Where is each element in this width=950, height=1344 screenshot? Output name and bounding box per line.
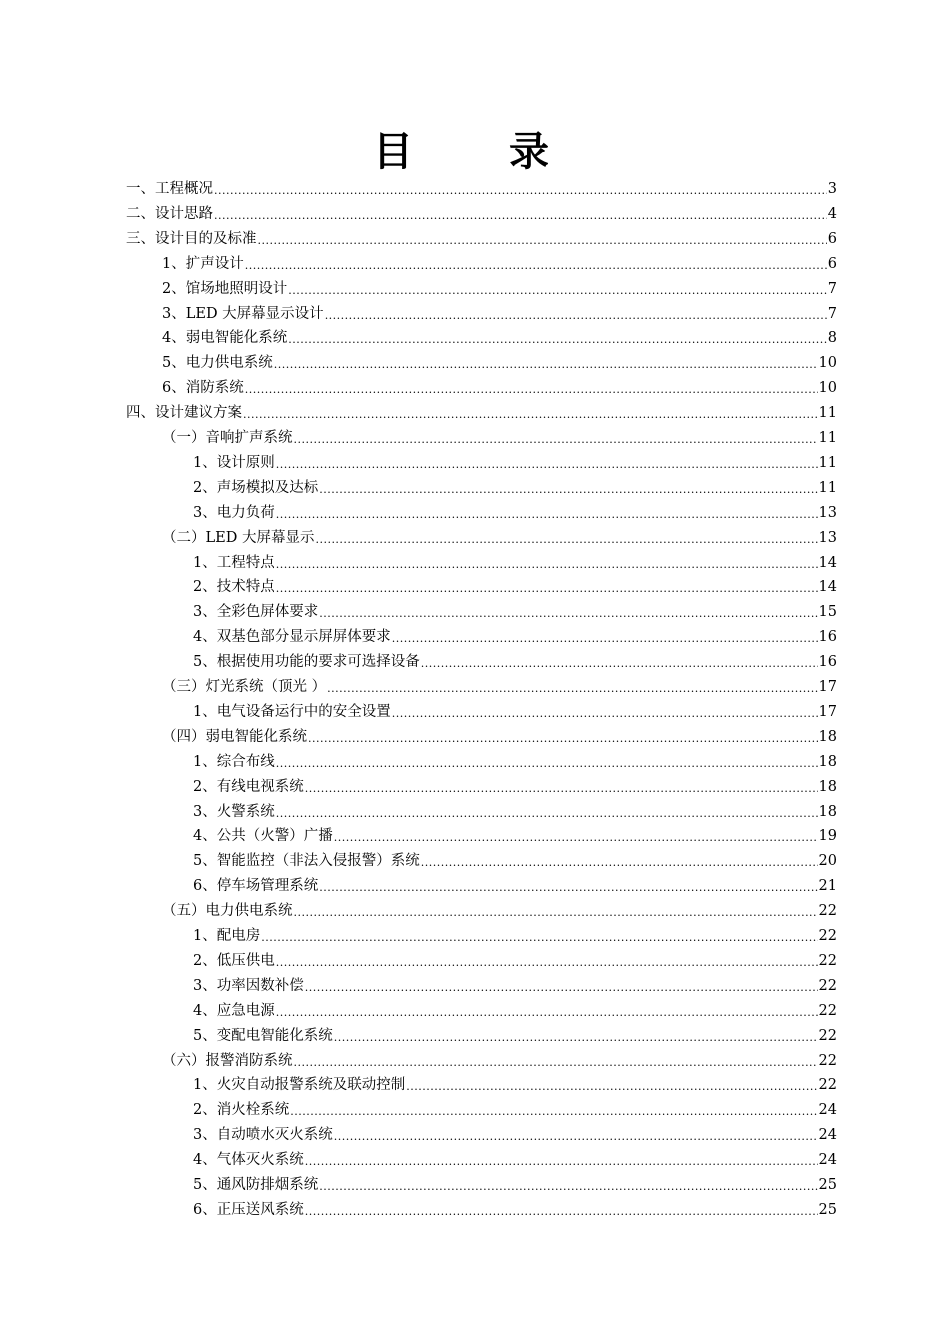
toc-entry[interactable] [193, 874, 837, 899]
toc-dot-leader [276, 551, 818, 576]
toc-entry-label: 6、消防系统 [162, 380, 244, 397]
toc-entry-label: （三）灯光系统（顶光 ） [162, 679, 327, 695]
toc-dot-leader [327, 675, 817, 700]
toc-entry[interactable] [193, 451, 837, 476]
toc-entry-label: （四）弱电智能化系统 [162, 728, 307, 745]
toc-entry-page-number: 7 [827, 305, 837, 322]
toc-dot-leader [334, 824, 818, 849]
toc-entry-page-number: 6 [827, 230, 837, 247]
toc-dot-leader [294, 899, 818, 924]
toc-entry-label: 5、智能监控（非法入侵报警）系统 [193, 853, 420, 870]
toc-dot-leader [276, 575, 818, 600]
toc-entry[interactable] [126, 401, 837, 426]
toc-entry-label: 四、设计建议方案 [126, 405, 242, 422]
toc-entry-page-number: 10 [818, 380, 837, 397]
toc-entry[interactable] [193, 1198, 837, 1223]
toc-entry[interactable] [193, 650, 837, 675]
toc-entry[interactable] [193, 700, 837, 725]
toc-dot-leader [294, 1049, 818, 1074]
toc-entry-page-number: 25 [818, 1177, 837, 1193]
toc-entry-page-number: 17 [818, 703, 837, 720]
toc-entry[interactable] [193, 501, 837, 526]
toc-entry-label: 一、工程概况 [126, 181, 213, 197]
toc-entry[interactable] [162, 1049, 837, 1074]
toc-entry-page-number: 14 [818, 554, 837, 571]
toc-entry[interactable] [193, 1024, 837, 1049]
toc-entry[interactable] [193, 1098, 837, 1123]
toc-entry-label: 5、通风防排烟系统 [193, 1177, 319, 1193]
toc-entry-label: 1、综合布线 [193, 753, 275, 770]
toc-entry[interactable] [162, 899, 837, 924]
toc-dot-leader [276, 999, 818, 1024]
toc-entry-page-number: 11 [818, 454, 837, 471]
toc-entry[interactable] [193, 974, 837, 999]
toc-entry-page-number: 18 [818, 753, 837, 770]
toc-entry-page-number: 24 [818, 1102, 837, 1119]
toc-dot-leader [319, 1173, 817, 1198]
toc-entry-label: 1、设计原则 [193, 454, 275, 471]
toc-entry-label: 3、电力负荷 [193, 504, 275, 521]
toc-entry-page-number: 20 [818, 853, 837, 870]
toc-dot-leader [288, 277, 827, 302]
page-title: 目 录 [373, 129, 577, 175]
toc-entry-page-number: 22 [818, 1052, 837, 1069]
toc-dot-leader [319, 476, 817, 501]
toc-entry[interactable] [162, 426, 837, 451]
toc-entry-page-number: 3 [827, 181, 837, 197]
toc-entry[interactable] [193, 750, 837, 775]
toc-entry-page-number: 13 [818, 504, 837, 521]
toc-entry[interactable] [193, 1173, 837, 1198]
toc-entry-label: 2、声场模拟及达标 [193, 479, 319, 496]
toc-entry-page-number: 22 [818, 952, 837, 969]
toc-dot-leader [319, 600, 817, 625]
toc-entry-label: （六）报警消防系统 [162, 1052, 293, 1069]
toc-entry[interactable] [193, 1073, 837, 1098]
toc-entry[interactable] [193, 924, 837, 949]
toc-entry-page-number: 11 [818, 479, 837, 496]
toc-dot-leader [305, 1198, 818, 1223]
toc-dot-leader [214, 177, 827, 202]
toc-dot-leader [276, 451, 818, 476]
toc-entry-label: 4、双基色部分显示屏屏体要求 [193, 629, 391, 646]
toc-entry-label: 2、低压供电 [193, 952, 275, 969]
toc-dot-leader [276, 750, 818, 775]
toc-entry[interactable] [193, 949, 837, 974]
toc-entry-page-number: 22 [818, 977, 837, 994]
toc-entry-page-number: 4 [827, 205, 837, 222]
toc-dot-leader [305, 1148, 818, 1173]
toc-dot-leader [319, 874, 817, 899]
toc-dot-leader [294, 426, 818, 451]
toc-entry-label: 2、有线电视系统 [193, 778, 304, 795]
toc-dot-leader [276, 501, 818, 526]
toc-entry[interactable] [162, 675, 837, 700]
toc-dot-leader [305, 775, 818, 800]
toc-entry-label: 5、根据使用功能的要求可选择设备 [193, 654, 420, 671]
toc-dot-leader [305, 974, 818, 999]
toc-entry-label: （一）音响扩声系统 [162, 430, 293, 446]
toc-dot-leader [421, 650, 818, 675]
toc-entry[interactable] [162, 302, 837, 327]
toc-entry-page-number: 22 [818, 928, 837, 944]
toc-dot-leader [276, 800, 818, 825]
toc-entry-label: 2、技术特点 [193, 579, 275, 596]
toc-entry[interactable] [193, 999, 837, 1024]
toc-entry-page-number: 22 [818, 1027, 837, 1044]
toc-entry-page-number: 11 [818, 405, 837, 422]
toc-entry[interactable] [126, 202, 837, 227]
toc-dot-leader [274, 351, 818, 376]
toc-entry[interactable] [162, 252, 837, 277]
toc-entry-label: 1、火灾自动报警系统及联动控制 [193, 1077, 406, 1094]
toc-entry-label: 4、弱电智能化系统 [162, 330, 288, 347]
toc-dot-leader [421, 849, 818, 874]
toc-entry[interactable] [193, 551, 837, 576]
toc-entry-label: 2、馆场地照明设计 [162, 280, 288, 297]
toc-entry-page-number: 6 [827, 255, 837, 272]
toc-entry-page-number: 24 [818, 1152, 837, 1169]
toc-dot-leader [325, 302, 827, 327]
toc-entry-page-number: 10 [818, 355, 837, 372]
toc-entry[interactable] [193, 575, 837, 600]
toc-entry[interactable] [193, 800, 837, 825]
toc-dot-leader [290, 1098, 817, 1123]
toc-dot-leader [261, 924, 817, 949]
toc-entry[interactable] [162, 326, 837, 351]
toc-entry-label: 3、功率因数补偿 [193, 977, 304, 994]
toc-entry-label: 6、停车场管理系统 [193, 878, 319, 895]
toc-entry-page-number: 22 [818, 1002, 837, 1019]
toc-dot-leader [392, 625, 818, 650]
toc-entry-page-number: 15 [818, 604, 837, 621]
toc-entry[interactable] [126, 227, 837, 252]
toc-entry-page-number: 18 [818, 778, 837, 795]
toc-entry-page-number: 19 [818, 828, 837, 845]
toc-entry[interactable] [162, 526, 837, 551]
toc-dot-leader [392, 700, 818, 725]
toc-dot-leader [276, 949, 818, 974]
toc-entry-label: 4、公共（火警）广播 [193, 828, 333, 845]
toc-entry-page-number: 16 [818, 654, 837, 671]
toc-entry-page-number: 24 [818, 1127, 837, 1144]
toc-entry[interactable] [193, 849, 837, 874]
toc-entry-label: 二、设计思路 [126, 205, 213, 222]
toc-entry-label: 1、扩声设计 [162, 255, 244, 272]
toc-entry-page-number: 18 [818, 728, 837, 745]
toc-entry-label: 三、设计目的及标准 [126, 230, 257, 247]
toc-dot-leader [258, 227, 827, 252]
toc-entry[interactable] [193, 1148, 837, 1173]
toc-entry-page-number: 13 [818, 529, 837, 546]
toc-entry-label: 2、消火栓系统 [193, 1102, 290, 1119]
toc-entry-label: 1、电气设备运行中的安全设置 [193, 703, 391, 720]
toc-entry[interactable] [193, 1123, 837, 1148]
toc-dot-leader [406, 1073, 817, 1098]
toc-entry-label: （五）电力供电系统 [162, 903, 293, 920]
toc-entry[interactable] [162, 725, 837, 750]
toc-entry-label: 1、配电房 [193, 928, 261, 944]
toc-entry-label: 5、变配电智能化系统 [193, 1027, 333, 1044]
toc-entry-label: 4、应急电源 [193, 1002, 275, 1019]
toc-entry[interactable] [162, 376, 837, 401]
toc-entry-label: 3、全彩色屏体要求 [193, 604, 319, 621]
toc-entry-page-number: 16 [818, 629, 837, 646]
toc-dot-leader [334, 1123, 818, 1148]
toc-entry-label: 5、电力供电系统 [162, 355, 273, 372]
toc-entry[interactable] [126, 177, 837, 202]
toc-dot-leader [334, 1024, 818, 1049]
toc-entry-page-number: 14 [818, 579, 837, 596]
toc-dot-leader [288, 326, 827, 351]
toc-entry[interactable] [193, 476, 837, 501]
toc-entry-label: 3、火警系统 [193, 803, 275, 820]
toc-entry[interactable] [162, 277, 837, 302]
toc-entry-label: 3、LED 大屏幕显示设计 [162, 305, 324, 322]
toc-entry[interactable] [193, 824, 837, 849]
toc-entry-page-number: 25 [818, 1201, 837, 1218]
toc-dot-leader [308, 725, 818, 750]
toc-dot-leader [245, 252, 827, 277]
toc-entry-label: 3、自动喷水灭火系统 [193, 1127, 333, 1144]
toc-entry-page-number: 18 [818, 803, 837, 820]
toc-entry[interactable] [162, 351, 837, 376]
toc-entry-page-number: 11 [818, 430, 837, 446]
toc-entry-label: 1、工程特点 [193, 554, 275, 571]
toc-entry-page-number: 8 [827, 330, 837, 347]
toc-entry-page-number: 22 [818, 903, 837, 920]
toc-entry-page-number: 22 [818, 1077, 837, 1094]
toc-entry-page-number: 17 [818, 679, 837, 695]
toc-entry-label: （二）LED 大屏幕显示 [162, 529, 315, 546]
toc-entry[interactable] [193, 600, 837, 625]
toc-entry-label: 6、正压送风系统 [193, 1201, 304, 1218]
toc-dot-leader [243, 401, 818, 426]
toc-entry[interactable] [193, 775, 837, 800]
toc-dot-leader [214, 202, 827, 227]
toc-entry-page-number: 7 [827, 280, 837, 297]
toc-dot-leader [315, 526, 817, 551]
toc-dot-leader [245, 376, 818, 401]
toc-entry-page-number: 21 [818, 878, 837, 895]
toc-entry[interactable] [193, 625, 837, 650]
toc-entry-label: 4、气体灭火系统 [193, 1152, 304, 1169]
